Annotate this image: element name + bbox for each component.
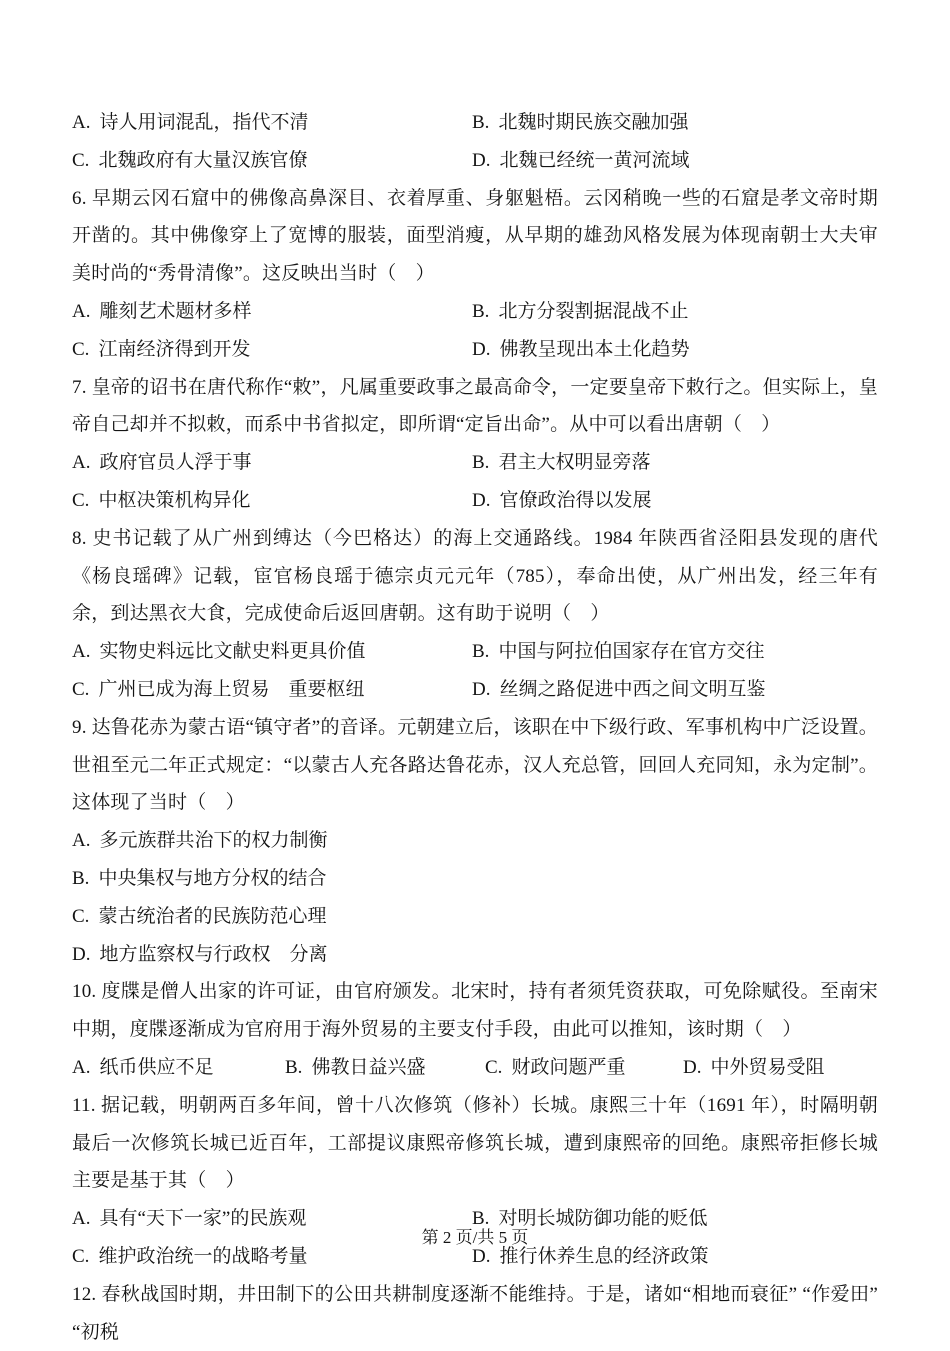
option-d — [472, 331, 878, 369]
option-text: 江南经济得到开发 — [98, 338, 251, 360]
option-label: A. — [72, 830, 91, 852]
option-text: 实物史料远比文献史料更具价值 — [99, 641, 366, 663]
options-grid — [72, 444, 878, 520]
question-stem: 11. 据记载，明朝两百多年间，曾十八次修筑（修补）长城。康熙三十年（1691 年），时隔明朝最后一次修筑长城已近百年，工部提议康熙帝修筑长城，遭到康熙帝的回绝。康熙帝拒修长城主要是基于其（ ） — [72, 1094, 878, 1192]
question-stem: 10. 度牒是僧人出家的许可证，由官府颁发。北宋时，持有者须凭资获取，可免除赋役。至南宋中期，度牒逐渐成为官府用于海外贸易的主要支付手段，由此可以推知，该时期（ ） — [72, 981, 878, 1041]
option-text: 君主大权明显旁落 — [498, 452, 651, 474]
options-grid — [72, 1049, 878, 1087]
option-label: C. — [485, 1056, 503, 1078]
question-5-options-block — [72, 104, 878, 180]
option-label: A. — [72, 641, 91, 663]
option-label: A. — [72, 300, 91, 322]
options-grid — [72, 293, 878, 369]
option-a — [72, 293, 472, 331]
option-label: C. — [72, 1245, 90, 1267]
option-label: C. — [72, 489, 90, 511]
option-text: 诗人用词混乱，指代不清 — [99, 112, 309, 133]
option-label: B. — [472, 112, 490, 133]
option-d — [72, 936, 878, 974]
option-label: D. — [472, 338, 491, 360]
question-7-block — [72, 369, 878, 520]
option-c — [72, 898, 878, 936]
option-d — [683, 1049, 878, 1087]
option-label: B. — [72, 867, 90, 889]
option-text: 丝绸之路促进中西之间文明互鉴 — [499, 678, 766, 700]
option-label: D. — [472, 489, 491, 511]
option-text: 中央集权与地方分权的结合 — [98, 867, 327, 889]
option-text: 北魏时期民族交融加强 — [498, 112, 689, 133]
option-a — [72, 822, 878, 860]
question-stem: 9. 达鲁花赤为蒙古语“镇守者”的音译。元朝建立后，该职在中下级行政、军事机构中广泛设置。世祖至元二年正式规定：“以蒙古人充各路达鲁花赤，汉人充总管，回回人充同知，永为定制”。这体现了当时（ ） — [72, 716, 878, 814]
option-text: 北魏已经统一黄河流域 — [499, 149, 690, 171]
option-text: 维护政治统一的战略考量 — [98, 1245, 308, 1267]
option-text: 北魏政府有大量汉族官僚 — [98, 149, 308, 171]
option-d — [472, 671, 878, 709]
option-label: C. — [72, 149, 90, 171]
question-12-block — [72, 1276, 878, 1351]
option-text: 中枢决策机构异化 — [98, 489, 251, 511]
option-label: C. — [72, 678, 90, 700]
option-label: B. — [472, 452, 490, 474]
option-label: B. — [285, 1056, 303, 1078]
option-text: 政府官员人浮于事 — [99, 452, 252, 474]
option-b — [472, 633, 878, 671]
option-d — [472, 482, 878, 520]
option-text: 广州已成为海上贸易 重要枢纽 — [98, 678, 365, 700]
option-text: 具有“天下一家”的民族观 — [99, 1208, 307, 1230]
option-label: C. — [72, 905, 90, 927]
question-8-block — [72, 520, 878, 709]
option-a — [72, 1049, 285, 1087]
question-10-block — [72, 973, 878, 1086]
option-text: 多元族群共治下的权力制衡 — [99, 830, 328, 852]
option-c — [485, 1049, 683, 1087]
option-text: 对明长城防御功能的贬低 — [498, 1208, 708, 1230]
option-label: C. — [72, 338, 90, 360]
options-grid — [72, 822, 878, 973]
option-label: D. — [472, 678, 491, 700]
option-label: B. — [472, 1208, 490, 1230]
option-label: A. — [72, 112, 91, 133]
option-b — [285, 1049, 485, 1087]
option-label: B. — [472, 300, 490, 322]
question-stem: 8. 史书记载了从广州到缚达（今巴格达）的海上交通路线。1984 年陕西省泾阳县发现的唐代《杨良瑶碑》记载，宦官杨良瑶于德宗贞元元年（785），奉命出使，从广州出发，经三年有余，到达黑衣大食，完成使命后返回唐朝。这有助于说明（ ） — [72, 527, 878, 625]
options-grid — [72, 104, 878, 180]
option-text: 中外贸易受阻 — [710, 1056, 825, 1078]
option-text: 财政问题严重 — [511, 1056, 626, 1078]
option-c — [72, 671, 472, 709]
option-b — [472, 293, 878, 331]
option-a — [72, 633, 472, 671]
option-label: A. — [72, 452, 91, 474]
page-footer: 第 2 页/共 5 页 — [421, 1228, 529, 1247]
option-text: 佛教呈现出本土化趋势 — [499, 338, 690, 360]
option-text: 雕刻艺术题材多样 — [99, 300, 252, 322]
question-9-block — [72, 709, 878, 974]
question-6-block — [72, 180, 878, 369]
option-text: 地方监察权与行政权 分离 — [99, 943, 328, 965]
option-d — [472, 142, 878, 180]
option-text: 推行休养生息的经济政策 — [499, 1245, 709, 1267]
option-b — [472, 444, 878, 482]
option-a — [72, 444, 472, 482]
option-label: D. — [683, 1056, 702, 1078]
option-b — [72, 860, 878, 898]
option-text: 蒙古统治者的民族防范心理 — [98, 905, 327, 927]
option-label: D. — [472, 1245, 491, 1267]
option-label: B. — [472, 641, 490, 663]
option-label: D. — [72, 943, 91, 965]
option-c — [72, 142, 472, 180]
option-c — [72, 482, 472, 520]
option-a — [72, 104, 472, 142]
option-text: 中国与阿拉伯国家存在官方交往 — [498, 641, 765, 663]
options-grid — [72, 633, 878, 709]
option-label: A. — [72, 1208, 91, 1230]
question-stem: 7. 皇帝的诏书在唐代称作“敕”，凡属重要政事之最高命令，一定要皇帝下敕行之。但实际上，皇帝自己却并不拟敕，而系中书省拟定，即所谓“定旨出命”。从中可以看出唐朝（ ） — [72, 376, 878, 436]
option-text: 纸币供应不足 — [99, 1056, 214, 1078]
option-b — [472, 104, 878, 142]
option-text: 佛教日益兴盛 — [311, 1056, 426, 1078]
option-c — [72, 331, 472, 369]
option-text: 官僚政治得以发展 — [499, 489, 652, 511]
question-stem: 12. 春秋战国时期，井田制下的公田共耕制度逐渐不能维持。于是，诸如“相地而衰征” “作爱田” “初税 — [72, 1283, 878, 1343]
option-label: D. — [472, 149, 491, 171]
question-stem: 6. 早期云冈石窟中的佛像高鼻深目、衣着厚重、身躯魁梧。云冈稍晚一些的石窟是孝文帝时期开凿的。其中佛像穿上了宽博的服装，面型消瘦，从早期的雄劲风格发展为体现南朝士大夫审美时尚的“秀骨清像”。这反映出当时（ ） — [72, 187, 878, 285]
option-text: 北方分裂割据混战不止 — [498, 300, 689, 322]
option-label: A. — [72, 1056, 91, 1078]
